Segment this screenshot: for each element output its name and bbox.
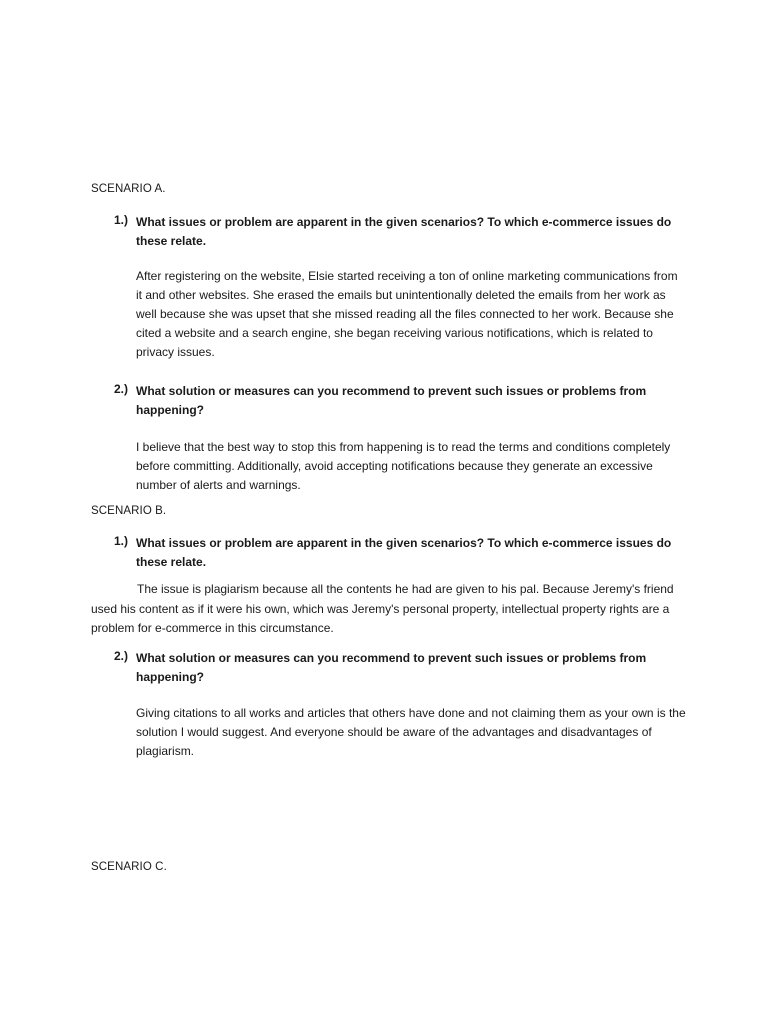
- scenario-c-heading: SCENARIO C.: [91, 861, 167, 873]
- scenario-b-heading: SCENARIO B.: [91, 505, 167, 517]
- scenario-a-q1-number: 1.): [114, 213, 129, 227]
- scenario-b-q2-text: What solution or measures can you recommend to prevent such issues or problems from happening?: [136, 651, 647, 684]
- scenario-a-q2-number: 2.): [114, 382, 129, 396]
- scenario-a-q2-text: What solution or measures can you recommend to prevent such issues or problems from happening?: [136, 384, 647, 417]
- scenario-a-a2-text: I believe that the best way to stop this from happening is to read the terms and conditions completely before committing. Additionally, avoid accepting notifications because they generate an excessive number of alerts and warnings.: [136, 440, 671, 492]
- scenario-b-q1-number: 1.): [114, 534, 129, 548]
- scenario-b-a1-text: The issue is plagiarism because all the contents he had are given to his pal. Because Jeremy's friend used his content as if it were his own, which was Jeremy's personal property, intellectual property rights are a problem for e-commerce in this circumstance.: [91, 582, 674, 635]
- scenario-b-q1-text: What issues or problem are apparent in the given scenarios? To which e-commerce issues do these relate.: [136, 536, 672, 569]
- scenario-b-q2-number: 2.): [114, 649, 129, 663]
- scenario-a-q1-text: What issues or problem are apparent in the given scenarios? To which e-commerce issues do these relate.: [136, 215, 672, 248]
- scenario-b-a2-text: Giving citations to all works and articles that others have done and not claiming them as your own is the solution I would suggest. And everyone should be aware of the advantages and disadvantages of plagiarism.: [136, 706, 686, 758]
- scenario-a-heading: SCENARIO A.: [91, 183, 166, 195]
- scenario-a-a1-text: After registering on the website, Elsie started receiving a ton of online marketing communications from it and other websites. She erased the emails but unintentionally deleted the emails from her work as well because she was upset that she missed reading all the files connected to her work. Because she cited a website and a search engine, she began receiving various notifications, which is related to privacy issues.: [136, 269, 678, 359]
